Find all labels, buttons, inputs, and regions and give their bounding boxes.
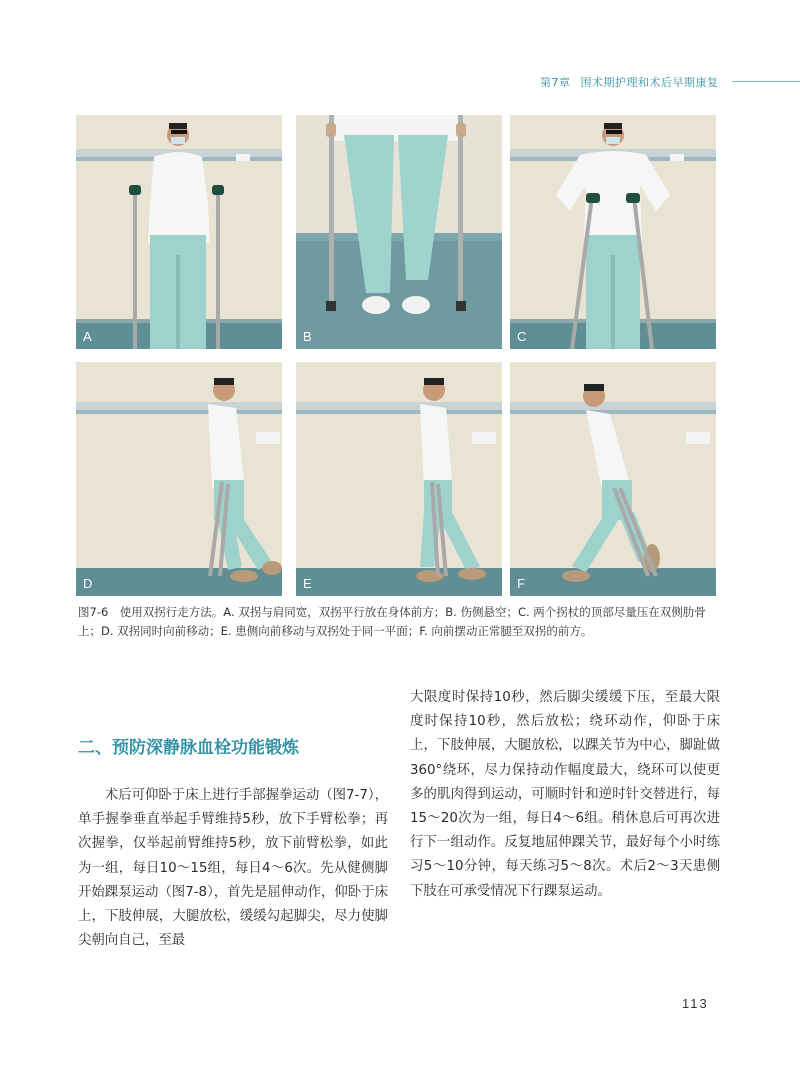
figure-caption: 图7-6 使用双拐行走方法。A. 双拐与肩同宽，双拐平行放在身体前方；B. 伤侧悬空；C. 两个拐杖的顶部尽量压在双侧肋骨上；D. 双拐同时向前移动；E. 患侧向前移动与双拐处于同一平面；F. 向前摆动正常腿至双拐的前方。 (78, 605, 706, 638)
photo-panel-b (296, 115, 502, 349)
header-rule (732, 81, 800, 82)
photo-e-image (296, 362, 502, 596)
panel-letter-d: D (83, 576, 93, 591)
panel-letter-e: E (303, 576, 312, 591)
panel-letter-b: B (303, 329, 312, 344)
panel-letter-c: C (517, 329, 527, 344)
photo-b-image (296, 115, 502, 349)
photo-a-image (76, 115, 282, 349)
photo-panel-d (76, 362, 282, 596)
photo-f-image (510, 362, 716, 596)
photo-d-image (76, 362, 282, 596)
photo-panel-e (296, 362, 502, 596)
photo-c-image (510, 115, 716, 349)
chapter-label: 第7章 (540, 76, 571, 89)
panel-letter-f: F (517, 576, 525, 591)
panel-letter-a: A (83, 329, 92, 344)
photo-panel-f (510, 362, 716, 596)
body-paragraph-left: 术后可仰卧于床上进行手部握拳运动（图7-7），单手握拳垂直举起手臂维持5秒，放下手臂松拳；再次握拳，仅举起前臂维持5秒，放下前臂松拳，如此为一组，每日10～15组，每日4～6次。先从健侧脚开始踝泵运动（图7-8），首先是屈伸动作，仰卧于床上，下肢伸展，大腿放松，缓缓勾起脚尖，尽力使脚尖朝向自己，至最 (78, 788, 388, 949)
body-column-right (410, 686, 720, 904)
running-header (540, 74, 719, 90)
section-title: 二、预防深静脉血栓功能锻炼 (78, 738, 299, 758)
body-paragraph-right: 大限度时保持10秒，然后脚尖缓缓下压，至最大限度时保持10秒，然后放松；绕环动作，仰卧于床上，下肢伸展，大腿放松，以踝关节为中心，脚趾做360°绕环，尽力保持动作幅度最大，绕环可以使更多的肌肉得到运动，可顺时针和逆时针交替进行，每15～20次为一组，每日4～6组。稍休息后可再次进行下一组动作。反复地屈伸踝关节，最好每个小时练习5～10分钟，每天练习5～8次。术后2～3天患侧下肢在可承受情况下行踝泵运动。 (410, 690, 720, 899)
chapter-title: 围术期护理和术后早期康复 (580, 76, 719, 89)
page-number: 113 (682, 996, 709, 1011)
body-column-left (78, 784, 388, 953)
photo-panel-a (76, 115, 282, 349)
photo-panel-c (510, 115, 716, 349)
